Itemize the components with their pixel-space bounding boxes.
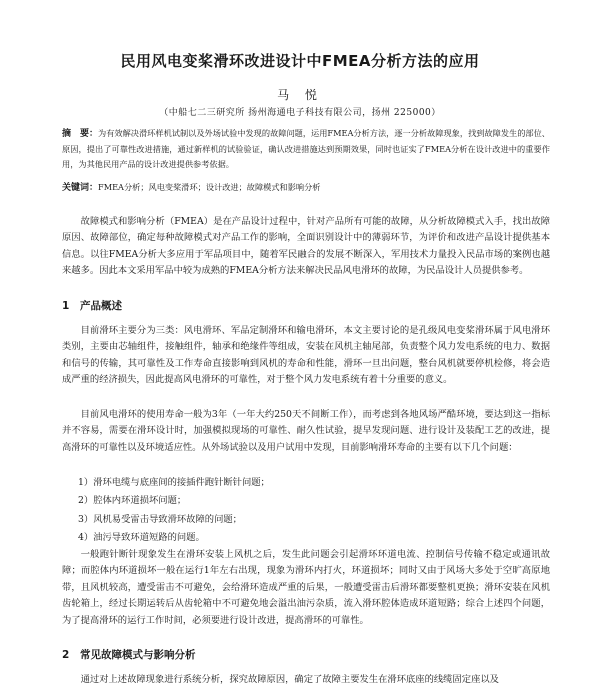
abstract-text: 为有效解决滑环样机试制以及外场试验中发现的故障问题，运用FMEA分析方法，逐一分析故障现象，找到故障发生的部位、原因，提出了可靠性改进措施，通过新样机的试验验证，确认改进措施达到预期效果，同时也证实了FMEA分析在设计改进中的重要作用，为其他民用产品的设计改进提供参考依据。 xyxy=(62,128,550,169)
author-name: 马 悦 xyxy=(277,88,323,102)
section-2-heading xyxy=(62,647,196,662)
issues-list xyxy=(78,474,548,547)
list-item: 4）油污导致环道短路的问题。 xyxy=(78,531,205,543)
section-1-paragraph-3: 一般跑针断针现象发生在滑环安装上风机之后，发生此问题会引起滑环环道电流、控制信号传输不稳定或通讯故障；而腔体内环道损坏一般在运行1年左右出现，现象为滑环内打火，环道损坏；同时又由于风场大多处于空旷高原地带，且风机较高，遭受雷击不可避免，会给滑环造成严重的后果，一般遭受雷击后滑环都要整机更换；滑环安装在风机齿轮箱上，经过长期运转后从齿轮箱中不可避免地会溢出油污杂质，流入滑环腔体造成环道短路；综合上述四个问题，为了提高滑环的运行工作时间，必须要进行设计改进，提高滑环的可靠性。 xyxy=(62,549,550,626)
list-item: 1）滑环电缆与底座间的接插件跑针断针问题； xyxy=(78,477,270,488)
list-item: 2）腔体内环道损坏问题； xyxy=(78,495,187,507)
section-1-heading xyxy=(62,298,122,313)
section-1-paragraph-1: 目前滑环主要分为三类：风电滑环、军品定制滑环和输电滑环，本文主要讨论的是孔级风电变桨滑环属于风电滑环类别，主要由芯轴组件，接触组件，轴承和绝缘件等组成，安装在风机主轴尾部，负责整个风力发电系统的电力、数据和信号的传输，其可靠性及工作寿命直接影响到风机的寿命和性能，滑环一旦出问题，整台风机就要停机检修，将会造成严重的经济损失，因此提高风电滑环的可靠性，对于整个风力发电系统有着十分重要的意义。 xyxy=(62,325,550,386)
section-2-number: 2 xyxy=(62,649,70,661)
keywords-text: FMEA分析；风电变桨滑环；设计改进；故障模式和影响分析 xyxy=(98,182,321,192)
paper-title: 民用风电变桨滑环改进设计中FMEA分析方法的应用 xyxy=(120,52,480,70)
section-2-title: 常见故障模式与影响分析 xyxy=(80,649,196,661)
author-affiliation: （中船七二三研究所 扬州海通电子科技有限公司，扬州 225000） xyxy=(159,108,441,118)
section-2-paragraph-1: 通过对上述故障现象进行系统分析，探究故障原因，确定了故障主要发生在滑环底座的线缆固定座以及 xyxy=(80,674,499,685)
abstract xyxy=(62,126,550,172)
abstract-label: 摘 要： xyxy=(62,129,99,139)
section-1-paragraph-2: 目前风电滑环的使用寿命一般为3年（一年大约250天不间断工作），而考虑到各地风场严酷环境，要达到这一指标并不容易，需要在滑环设计时，加强模拟现场的可靠性、耐久性试验，提早发现问题、进行设计及装配工艺的改进，提高滑环的可靠性以及环境适应性。从外场试验以及用户试用中发现，目前影响滑环寿命的主要有以下几个问题： xyxy=(62,409,550,453)
intro-paragraph: 故障模式和影响分析（FMEA）是在产品设计过程中，针对产品所有可能的故障，从分析故障模式入手，找出故障原因、故障部位，确定每种故障模式对产品工作的影响，全面识别设计中的薄弱环节，为评价和改进产品设计提供基本信息。以往FMEA分析大多应用于军品项目中，随着军民融合的发展不断深入，军用技术力量投入民品市场的案例也越来越多。因此本文采用军品中较为成熟的FMEA分析方法来解决民品风电滑环的故障，为民品设计人员提供参考。 xyxy=(62,216,550,277)
list-item: 3）风机易受雷击导致滑环故障的问题； xyxy=(78,513,242,525)
keywords xyxy=(62,180,550,196)
keywords-label: 关键词： xyxy=(62,183,99,193)
section-1-number: 1 xyxy=(62,300,70,312)
section-1-title: 产品概述 xyxy=(80,300,122,312)
